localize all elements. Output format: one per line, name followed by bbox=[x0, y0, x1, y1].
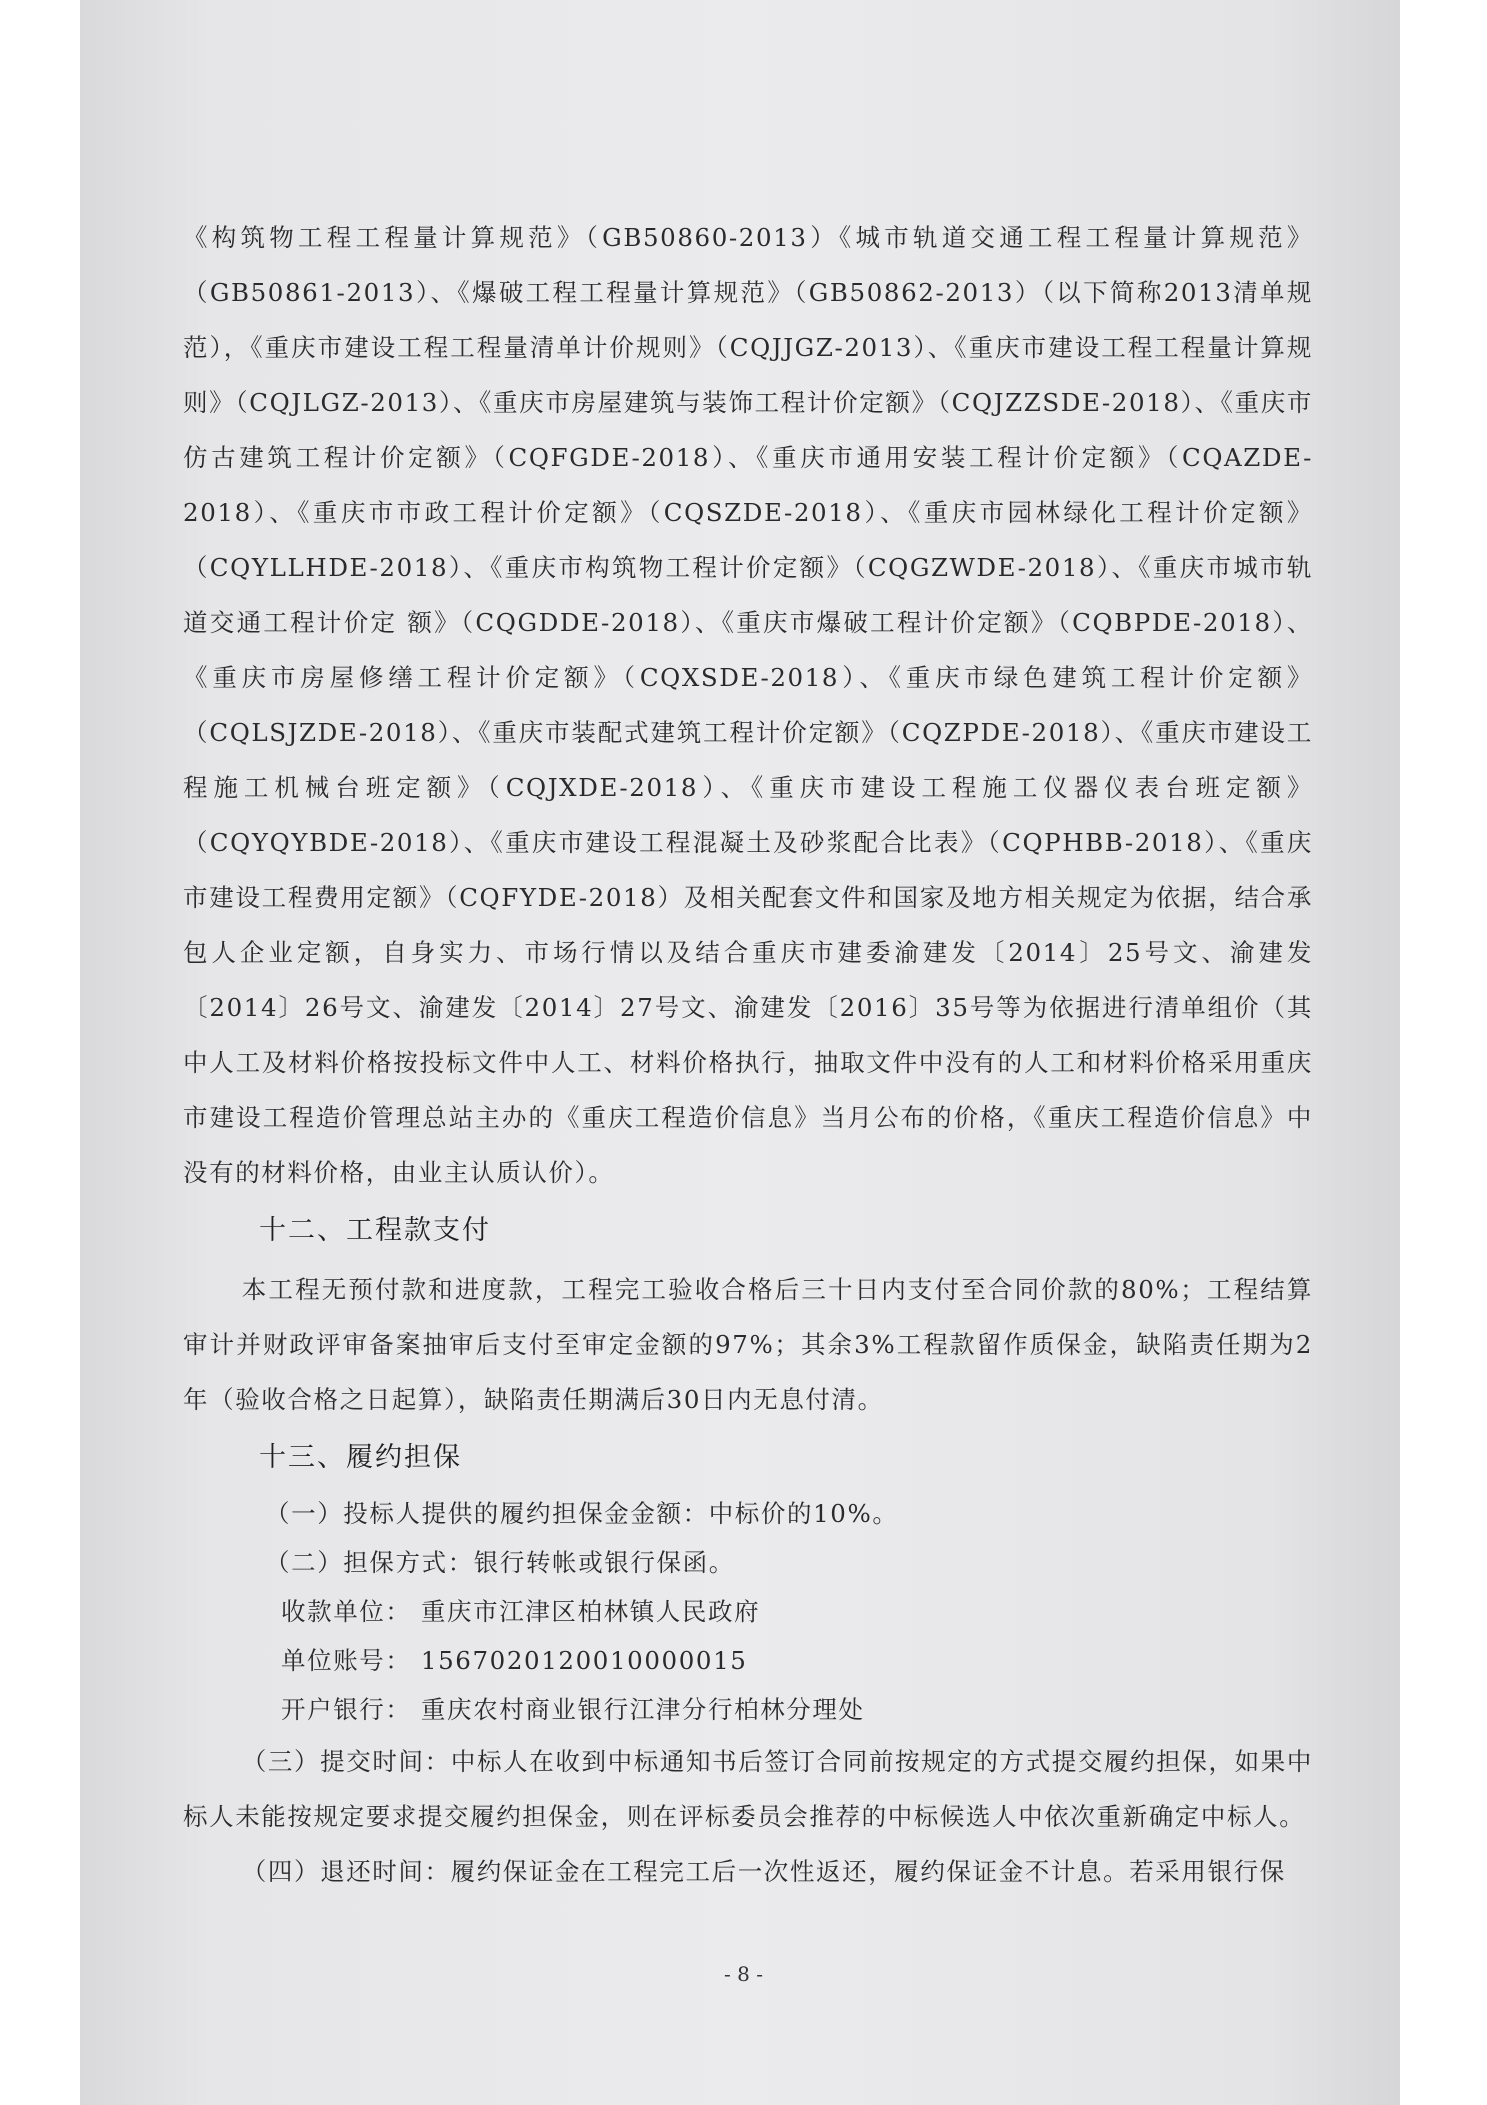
submission-time-item: （三）提交时间：中标人在收到中标通知书后签订合同前按规定的方式提交履约担保，如果中标人未能按规定要求提交履约担保金，则在评标委员会推荐的中标候选人中依次重新确定中标人。 bbox=[183, 1747, 1313, 1831]
payee-label: 收款单位： bbox=[281, 1597, 412, 1626]
section-13-heading: 十三、履约担保 bbox=[259, 1442, 462, 1473]
account-line bbox=[183, 1636, 1313, 1685]
section-12-heading: 十二、工程款支付 bbox=[259, 1215, 491, 1246]
account-label: 单位账号： bbox=[281, 1646, 412, 1675]
page-content bbox=[183, 210, 1313, 1899]
outer-margin bbox=[0, 0, 80, 2105]
guarantee-amount-item: （一）投标人提供的履约担保金金额：中标价的10%。 bbox=[265, 1499, 899, 1528]
bank-line bbox=[183, 1685, 1313, 1734]
payee-value: 重庆市江津区柏林镇人民政府 bbox=[420, 1597, 761, 1626]
return-time-item: （四）退还时间：履约保证金在工程完工后一次性返还，履约保证金不计息。若采用银行保 bbox=[241, 1857, 1286, 1886]
payee-line bbox=[183, 1587, 1313, 1636]
account-value: 1567020120010000015 bbox=[420, 1646, 748, 1675]
bank-label: 开户银行： bbox=[281, 1695, 412, 1724]
section-12-body: 本工程无预付款和进度款，工程完工验收合格后三十日内支付至合同价款的80%；工程结算审计并财政评审备案抽审后支付至审定金额的97%；其余3%工程款留作质保金，缺陷责任期为2年（验收合格之日起算），缺陷责任期满后30日内无息付清。 bbox=[183, 1275, 1313, 1414]
page-number: - 8 - bbox=[724, 1962, 763, 1986]
pricing-basis-paragraph: 《构筑物工程工程量计算规范》（GB50860-2013）《城市轨道交通工程工程量计算规范》（GB50861-2013）、《爆破工程工程量计算规范》（GB50862-2013）（以下简称2013清单规范），《重庆市建设工程工程量清单计价规则》（CQJJGZ-2013）、《重庆市建设工程工程量计算规则》（CQJLGZ-2013）、《重庆市房屋建筑与装饰工程计价定额》（CQJZZSDE-2018）、《重庆市仿古建筑工程计价定额》（CQFGDE-2018）、《重庆市通用安装工程计价定额》（CQAZDE-2018）、《重庆市市政工程计价定额》（CQSZDE-2018）、《重庆市园林绿化工程计价定额》（CQYLLHDE-2018）、《重庆市构筑物工程计价定额》（CQGZWDE-2018）、《重庆市城市轨道交通工程计价定 额》（CQGDDE-2018）、《重庆市爆破工程计价定额》（CQBPDE-2018）、《重庆市房屋修缮工程计价定额》（CQXSDE-2018）、《重庆市绿色建筑工程计价定额》（CQLSJZDE-2018）、《重庆市装配式建筑工程计价定额》（CQZPDE-2018）、《重庆市建设工程施工机械台班定额》（CQJXDE-2018）、《重庆市建设工程施工仪器仪表台班定额》（CQYQYBDE-2018）、《重庆市建设工程混凝土及砂浆配合比表》（CQPHBB-2018）、《重庆市建设工程费用定额》（CQFYDE-2018）及相关配套文件和国家及地方相关规定为依据，结合承包人企业定额，自身实力、市场行情以及结合重庆市建委渝建发〔2014〕25号文、渝建发〔2014〕26号文、渝建发〔2014〕27号文、渝建发〔2016〕35号等为依据进行清单组价（其中人工及材料价格按投标文件中人工、材料价格执行，抽取文件中没有的人工和材料价格采用重庆市建设工程造价管理总站主办的《重庆工程造价信息》当月公布的价格，《重庆工程造价信息》中没有的材料价格，由业主认质认价）。 bbox=[183, 223, 1313, 1187]
guarantee-method-item: （二）担保方式：银行转帐或银行保函。 bbox=[265, 1548, 735, 1577]
bank-value: 重庆农村商业银行江津分行柏林分理处 bbox=[420, 1695, 865, 1724]
